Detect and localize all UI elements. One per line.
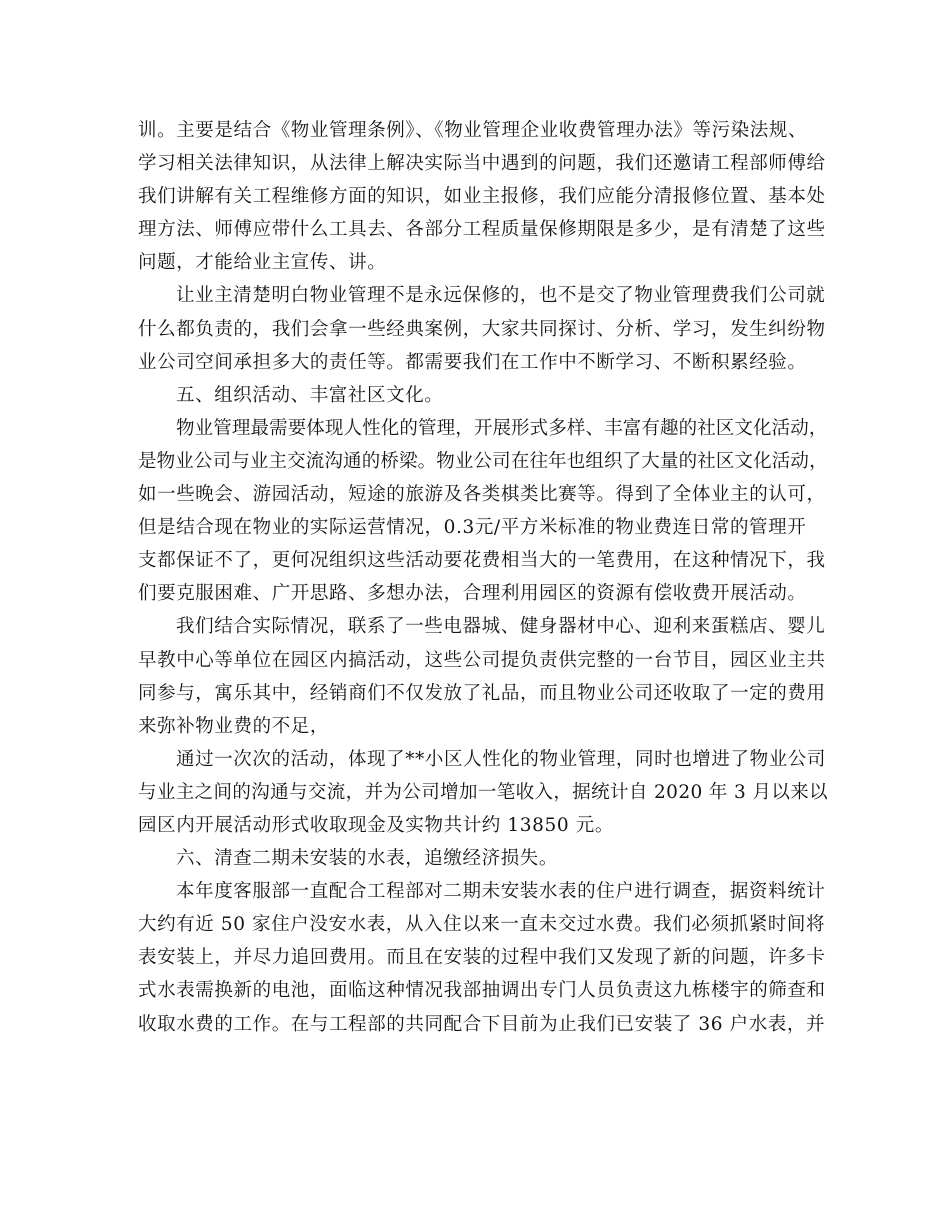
text-line: 但是结合现在物业的实际运营情况，0.3元/平方米标准的物业费连日常的管理开 — [138, 517, 807, 539]
text-line: 学习相关法律知识，从法律上解决实际当中遇到的问题，我们还邀请工程部师傅给 — [138, 153, 826, 175]
text-line: 园区内开展活动形式收取现金及实物共计约 13850 元。 — [138, 814, 614, 836]
paragraph-first-line: 五、组织活动、丰富社区文化。 — [176, 384, 444, 406]
text-line: 支都保证不了，更何况组织这些活动要花费相当大的一笔费用，在这种情况下，我 — [138, 550, 826, 572]
text-line: 如一些晚会、游园活动，短途的旅游及各类棋类比赛等。得到了全体业主的认可， — [138, 484, 826, 506]
text-line: 问题，才能给业主宣传、讲。 — [138, 252, 387, 274]
text-line: 是物业公司与业主交流沟通的桥梁。物业公司在往年也组织了大量的社区文化活动， — [138, 450, 828, 472]
paragraph-first-line: 本年度客服部一直配合工程部对二期未安装水表的住户进行调查，据资料统计 — [176, 881, 826, 903]
text-line: 理方法、师傅应带什么工具去、各部分工程质量保修期限是多少，是有清楚了这些 — [138, 219, 826, 241]
text-line: 训。主要是结合《物业管理条例》、《物业管理企业收费管理办法》等污染法规、 — [138, 120, 808, 141]
text-line: 们要克服困难、广开思路、多想办法，合理利用园区的资源有偿收费开展活动。 — [138, 583, 807, 605]
text-line: 我们讲解有关工程维修方面的知识，如业主报修，我们应能分清报修位置、基本处 — [138, 186, 826, 208]
text-line: 大约有近 50 家住户没安水表，从入住以来一直未交过水费。我们必须抓紧时间将 — [138, 914, 826, 936]
text-line: 早教中心等单位在园区内搞活动，这些公司提负责供完整的一台节目，园区业主共 — [138, 649, 826, 671]
text-line: 来弥补物业费的不足， — [138, 715, 330, 737]
paragraph-first-line: 通过一次次的活动，体现了**小区人性化的物业管理，同时也增进了物业公司 — [176, 748, 827, 770]
text-line: 式水表需换新的电池，面临这种情况我部抽调出专门人员负责这九栋楼宇的筛查和 — [138, 980, 826, 1002]
paragraph-first-line: 六、清查二期未安装的水表，追缴经济损失。 — [176, 848, 559, 870]
paragraph-first-line: 我们结合实际情况，联系了一些电器城、健身器材中心、迎利来蛋糕店、婴儿 — [176, 616, 826, 638]
text-line: 与业主之间的沟通与交流，并为公司增加一笔收入，据统计自 2020 年 3 月以来以 — [138, 781, 828, 803]
document-body — [138, 114, 828, 1041]
paragraph-first-line: 物业管理最需要体现人性化的管理，开展形式多样、丰富有趣的社区文化活动， — [176, 417, 828, 439]
text-line: 同参与，寓乐其中，经销商们不仅发放了礼品，而且物业公司还收取了一定的费用 — [138, 682, 826, 704]
paragraph-first-line: 让业主清楚明白物业管理不是永远保修的，也不是交了物业管理费我们公司就 — [176, 285, 826, 307]
text-line: 业公司空间承担多大的责任等。都需要我们在工作中不断学习、不断积累经验。 — [138, 351, 807, 373]
text-line: 收取水费的工作。在与工程部的共同配合下目前为止我们已安装了 36 户水表，并 — [138, 1013, 826, 1035]
text-line: 什么都负责的，我们会拿一些经典案例，大家共同探讨、分析、学习，发生纠纷物 — [138, 318, 826, 340]
text-line: 表安装上，并尽力追回费用。而且在安装的过程中我们又发现了新的问题，许多卡 — [138, 947, 826, 969]
